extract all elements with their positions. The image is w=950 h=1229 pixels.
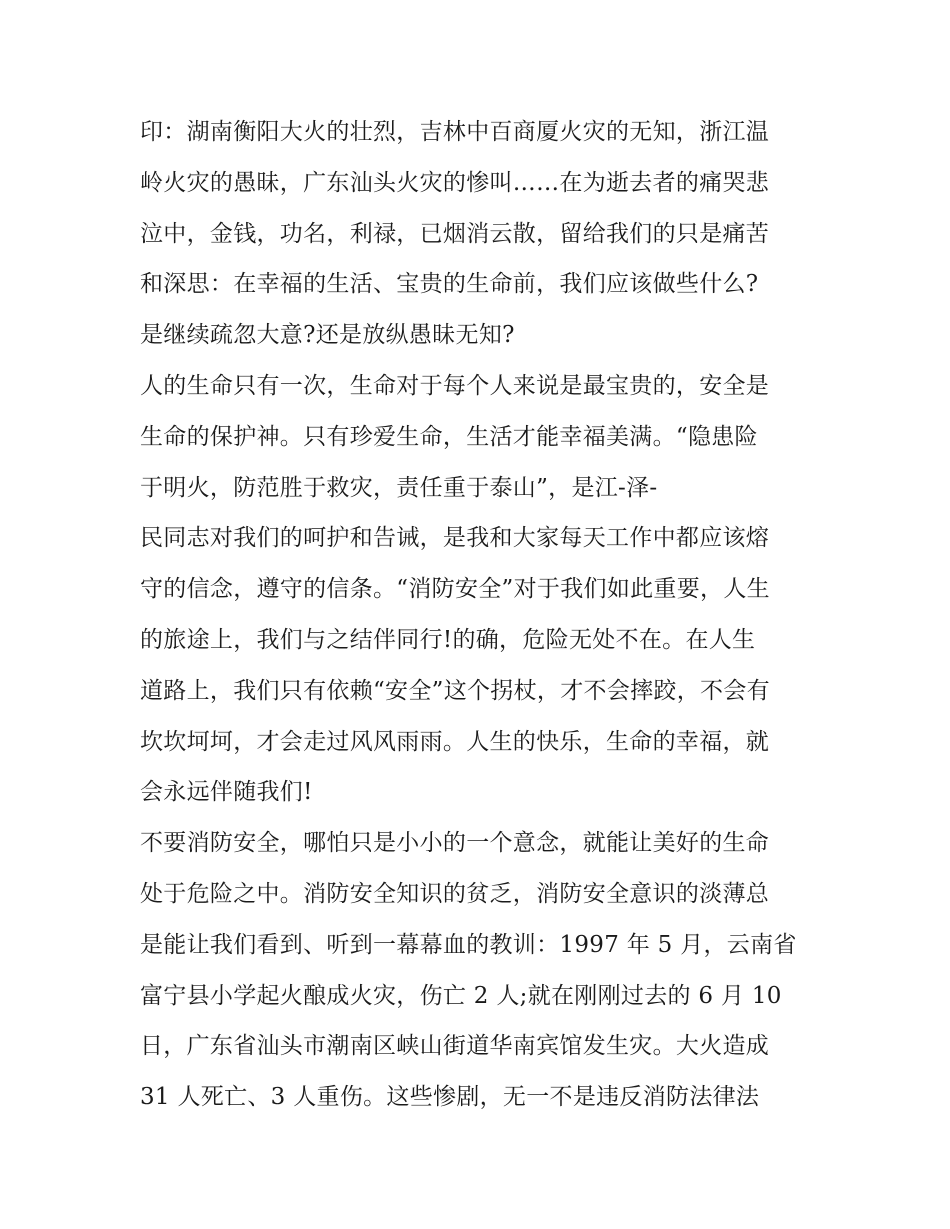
text-line: 道路上，我们只有依赖“安全”这个拐杖，才不会摔跤，不会有: [140, 677, 770, 704]
body-text: [140, 107, 830, 1123]
text-line: 是继续疏忽大意?还是放纵愚昧无知?: [140, 322, 515, 349]
text-line: 人的生命只有一次，生命对于每个人来说是最宝贵的，安全是: [140, 372, 770, 399]
text-line: 的旅途上，我们与之结伴同行!的确，危险无处不在。在人生: [140, 626, 756, 653]
text-line: 富宁县小学起火酿成火灾，伤亡 2 人;就在刚刚过去的 6 月 10: [140, 982, 782, 1009]
text-line: 生命的保护神。只有珍爱生命，生活才能幸福美满。“隐患险: [140, 423, 758, 450]
text-line: 日，广东省汕头市潮南区峡山街道华南宾馆发生灾。大火造成: [140, 1033, 770, 1060]
text-line: 于明火，防范胜于救灾，责任重于泰山”，是江-泽-: [140, 474, 658, 501]
text-line: 岭火灾的愚昧，广东汕头火灾的惨叫……在为逝去者的痛哭悲: [140, 169, 770, 196]
text-line: 是能让我们看到、听到一幕幕血的教训：1997 年 5 月，云南省: [140, 931, 797, 958]
text-line: 不要消防安全，哪怕只是小小的一个意念，就能让美好的生命: [140, 830, 770, 857]
text-line: 泣中，金钱，功名，利禄，已烟消云散，留给我们的只是痛苦: [140, 220, 770, 247]
text-line: 31 人死亡、3 人重伤。这些惨剧，无一不是违反消防法律法: [140, 1084, 760, 1111]
text-line: 会永远伴随我们!: [140, 779, 313, 806]
text-line: 守的信念，遵守的信条。“消防安全”对于我们如此重要，人生: [140, 576, 770, 603]
text-line: 印：湖南衡阳大火的壮烈，吉林中百商厦火灾的无知，浙江温: [140, 119, 770, 145]
text-line: 坎坎坷坷，才会走过风风雨雨。人生的快乐，生命的幸福，就: [140, 728, 770, 755]
text-line: 和深思：在幸福的生活、宝贵的生命前，我们应该做些什么?: [140, 271, 759, 298]
text-line: 民同志对我们的呵护和告诫，是我和大家每天工作中都应该熔: [140, 525, 770, 552]
text-line: 处于危险之中。消防安全知识的贫乏，消防安全意识的淡薄总: [140, 880, 770, 907]
